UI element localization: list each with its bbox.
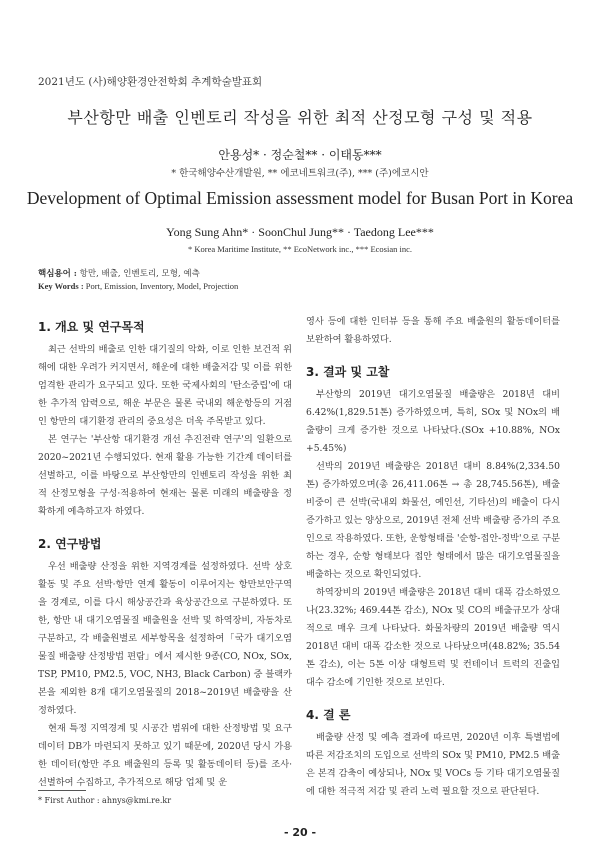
keywords-korean-text: 항만, 배출, 인벤토리, 모형, 예측 (76, 269, 200, 279)
keywords-english (38, 281, 238, 291)
section-1 (38, 318, 292, 521)
right-column (306, 313, 560, 815)
affiliations-english: * Korea Maritime Institute, ** EcoNetwork inc., *** Ecosian inc. (187, 244, 412, 254)
section-2-continued (306, 313, 560, 349)
section-3-heading: 3. 결과 및 고찰 (306, 365, 390, 379)
section-4 (306, 706, 560, 801)
section-3-paragraph-2: 선박의 2019년 배출량은 2018년 대비 8.84%(2,334.50톤) 증가하였으며(총 26,411.06톤 → 총 28,745.56톤), 배출 비중이 큰 선박(국내외 화물선, 예인선, 기타선)의 배출이 다시 증가하고 있는 양상으로, 2019년 전체 선박 배출량 증가의 주요인으로 작용하였다. 또한, 운항형태를 '순항-접안-정박'으로 구분하는 경우, 순항 형태보다 접안 형태에서 많은 대기오염물질을 배출하는 것으로 확인되었다. (306, 461, 560, 580)
section-2-paragraph-1: 우선 배출량 산정을 위한 지역경계를 설정하였다. 선박 상호활동 및 주요 선박·항만 연계 활동이 이루어지는 항만보안구역을 경계로, 이를 다시 해상공간과 육상공간으로 구분하였다. 또한, 항만 내 대기오염물질 배출원을 선박 및 하역장비, 자동차로 구분하고, 각 배출원별로 세부항목을 설정하여「국가 대기오염물질 배출량 산정방법 편람」에서 제시한 9종(CO, NOx, SOx, TSP, PM10, PM2.5, VOC, NH3, Black Carbon) 중 블랙카본을 제외한 8개 대기오염물질의 2018~2019년 배출량을 산정하였다. (38, 561, 292, 716)
section-1-paragraph-2: 본 연구는 '부산항 대기환경 개선 추진전략 연구'의 일환으로 2020~2021년 수행되었다. 현재 활용 가능한 기간계 데이터를 선별하고, 이를 바탕으로 부산항만의 인벤토리 작성을 위한 최적 산정모형을 구성·적용하여 현재는 물론 미래의 배출량을 정확하게 예측하고자 하였다. (38, 434, 292, 517)
section-3-paragraph-3: 하역장비의 2019년 배출량은 2018년 대비 대폭 감소하였으나(23.32%; 469.44톤 감소), NOx 및 CO의 배출규모가 상대적으로 매우 크게 나타났다. 화물차량의 2019년 배출량 역시 2018년 대비 대폭 감소한 것으로 나타났으며(48.82%; 35.54톤 감소), 이는 5톤 이상 대형트럭 및 컨테이너 트럭의 진출입 대수 감소에 기인한 것으로 보인다. (306, 587, 560, 688)
affiliations-korean: * 한국해양수산개발원, ** 에코네트워크(주), *** (주)에코시안 (171, 168, 429, 179)
page-number: - 20 - (283, 826, 317, 839)
section-3 (306, 363, 560, 692)
section-4-heading: 4. 결 론 (306, 708, 351, 722)
section-3-paragraph-1: 부산항의 2019년 대기오염물질 배출량은 2018년 대비 6.42%(1,829.51톤) 증가하였으며, 특히, SOx 및 NOx의 배출량이 크게 증가한 것으로 나타났다.(SOx +10.88%, NOx +5.45%) (306, 389, 560, 454)
left-column (38, 318, 292, 806)
section-2-heading: 2. 연구방법 (38, 537, 102, 551)
section-2-paragraph-2: 현재 특정 지역경계 및 시공간 범위에 대한 산정방법 및 요구 데이터 DB가 마련되지 못하고 있기 때문에, 2020년 당시 가용한 데이터(항만 주요 배출원의 등록 및 활동데이터 등)를 조사·선별하여 수집하고, 추가적으로 해당 업체 및 운 (38, 723, 292, 788)
keywords-korean (38, 267, 200, 279)
footnote-divider (38, 790, 86, 791)
authors-korean: 안용성* · 정순철** · 이태동*** (218, 148, 382, 162)
paper-title-korean: 부산항만 배출 인벤토리 작성을 위한 최적 산정모형 구성 및 적용 (67, 108, 533, 127)
paper-title-english: Development of Optimal Emission assessment model for Busan Port in Korea (26, 188, 574, 208)
keywords-english-text: Port, Emission, Inventory, Model, Projection (83, 281, 239, 291)
conference-header: 2021년도 (사)해양환경안전학회 추계학술발표회 (38, 76, 263, 88)
footnote: * First Author : ahnys@kmi.re.kr (38, 796, 172, 805)
keywords-korean-label: 핵심용어 : (38, 269, 77, 279)
section-1-paragraph-1: 최근 선박의 배출로 인한 대기질의 악화, 이로 인한 보건적 위해에 대한 우려가 커지면서, 해운에 대한 배출저감 및 이를 위한 엄격한 관리가 요구되고 있다. 또한 국제사회의 '탄소중립'에 대한 추가적 압력으로, 해운 부문은 물론 국내외 해운항등의 거점인 항만의 대기환경 관리의 중요성은 더욱 주목받고 있다. (38, 344, 292, 427)
keywords-english-label: Key Words : (38, 281, 84, 291)
section-1-heading: 1. 개요 및 연구목적 (38, 320, 145, 334)
section-2-continued-paragraph: 영사 등에 대한 인터뷰 등을 통해 주요 배출원의 활동데이터를 보완하여 활용하였다. (306, 316, 560, 345)
section-4-paragraph-1: 배출량 산정 및 예측 결과에 따르면, 2020년 이후 특별법에 따른 저감조치의 도입으로 선박의 SOx 및 PM10, PM2.5 배출은 본격 감축이 예상되나, NOx 및 VOCs 등 기타 대기오염물질에 대한 적극적 저감 및 관리 노력 필요할 것으로 판단된다. (306, 732, 560, 797)
section-2 (38, 535, 292, 792)
authors-english: Yong Sung Ahn* · SoonChul Jung** · Taedong Lee*** (166, 225, 434, 239)
